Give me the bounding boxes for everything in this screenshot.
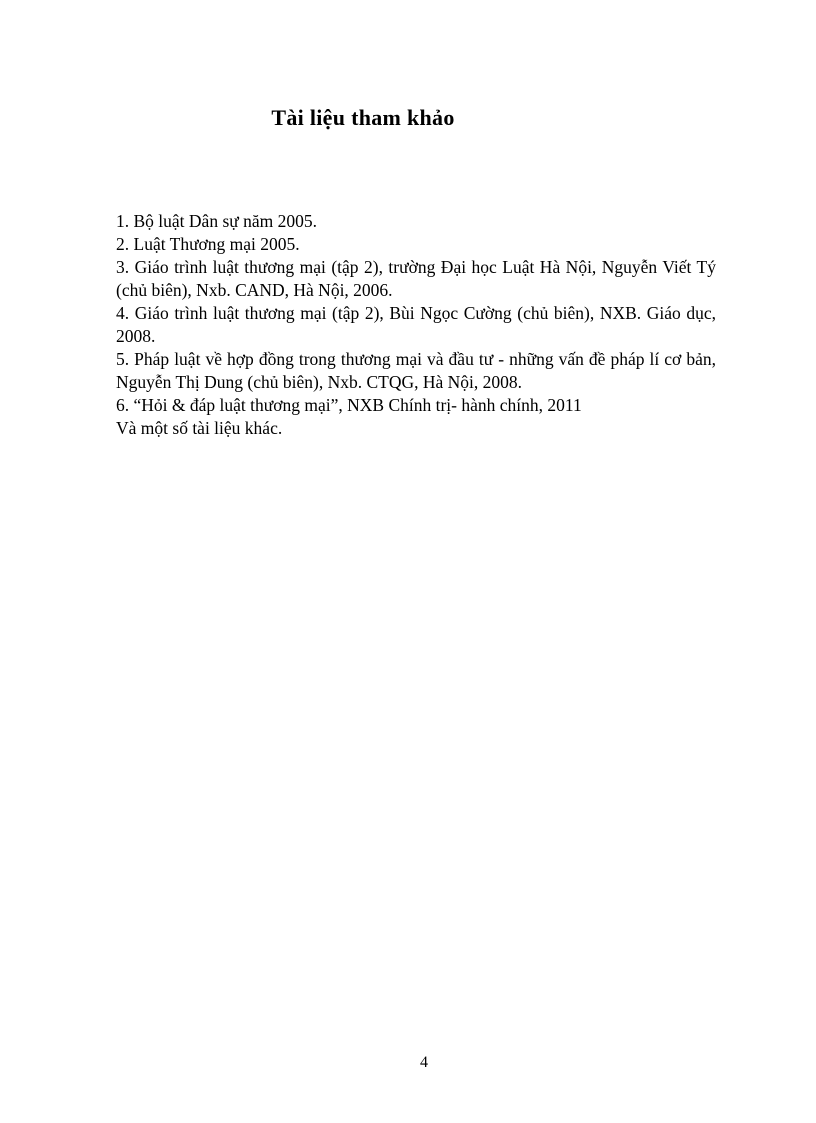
- page-title: Tài liệu tham khảo: [271, 105, 455, 130]
- reference-item-6: 6. “Hỏi & đáp luật thương mại”, NXB Chính trị- hành chính, 2011: [116, 395, 582, 415]
- reference-list: [116, 210, 716, 440]
- reference-item-1: 1. Bộ luật Dân sự năm 2005.: [116, 211, 317, 231]
- reference-item-2: 2. Luật Thương mại 2005.: [116, 234, 300, 254]
- reference-item-3: 3. Giáo trình luật thương mại (tập 2), trường Đại học Luật Hà Nội, Nguyễn Viết Tý (chủ biên), Nxb. CAND, Hà Nội, 2006.: [116, 257, 716, 300]
- page-number: 4: [420, 1054, 428, 1071]
- closing-note: Và một số tài liệu khác.: [116, 418, 283, 438]
- reference-item-5: 5. Pháp luật về hợp đồng trong thương mại và đầu tư - những vấn đề pháp lí cơ bản, Nguyễn Thị Dung (chủ biên), Nxb. CTQG, Hà Nội, 2008.: [116, 349, 716, 392]
- reference-item-4: 4. Giáo trình luật thương mại (tập 2), Bùi Ngọc Cường (chủ biên), NXB. Giáo dục, 2008.: [116, 303, 716, 346]
